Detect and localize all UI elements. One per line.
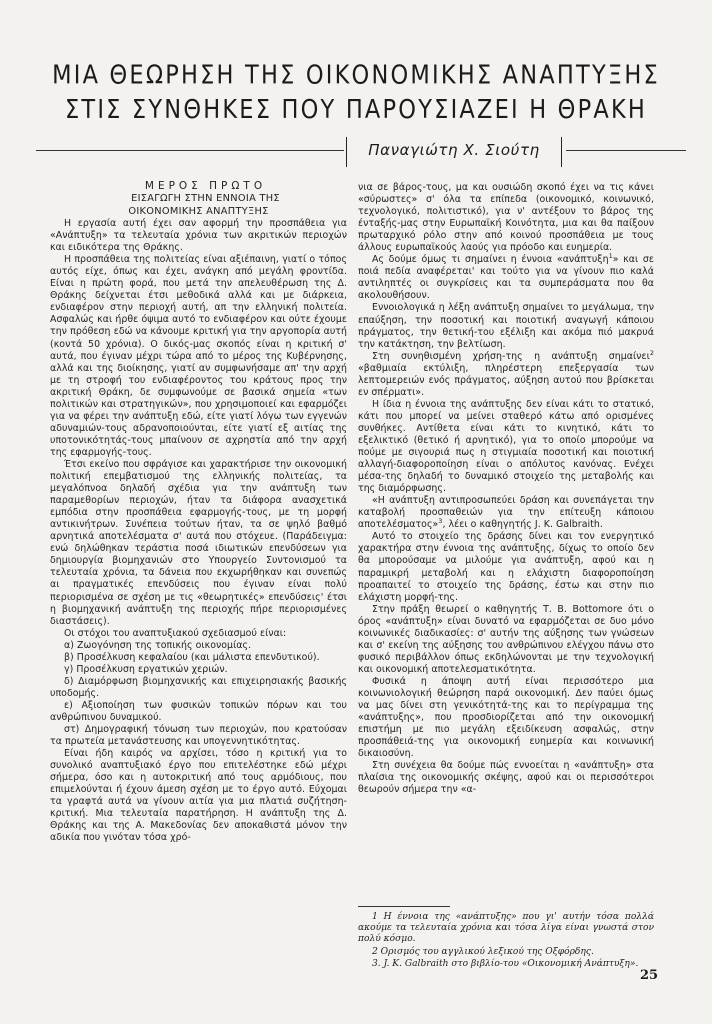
author-rule-right [566, 150, 686, 151]
paragraph: Φυσικά η άποψη αυτή είναι περισσότερο μια κοινωνιολογική θεώρηση παρά οικονομική. Δεν παύει όμως να μας δίνει στη γενικότητά-της και το περίγραμμα της «ανάπτυξης», που προσδιορίζεται από την οικονομική επιστήμη με πιο μεγάλη εξειδίκευση ασφαλώς, στην προσπάθειά-της για οικονομική ευημερία και κοινωνική δικαιοσύνη. [358, 675, 654, 760]
footnotes [358, 912, 654, 971]
paragraph: Η προσπάθεια της πολιτείας είναι αξιέπαινη, γιατί ο τόπος αυτός είχε, όπως και έχει, ανάγκη από μεγάλη φροντίδα. Είναι η πρώτη φορά, που μετά την απελευθέρωση της Δ. Θράκης δείχνεται έτσι μεθοδικά αλλά και με διάρκεια, ενδιαφέρον στην περιοχή αυτή, απ την ελληνική πολιτεία. Ασφαλώς και ήρθε όψιμα αυτό το ενδιαφέρον και ούτε έχουμε την πρόθεση εδώ να κάνουμε κριτική για την αργοπορία αυτή (κοντά 50 χρόνια). Ο δικός-μας σκοπός είναι η κριτική σ' αυτά, που έγιναν μέχρι τώρα από το μέρος της Κυβέρνησης, αλλά και της διοίκησης, γιατί αν συμφωνήσαμε απ' την αρχή με τη στροφή του ενδιαφέροντος του κράτους προς την ακριτική Θράκη, δε συμφωνούμε σε βασικά σημεία «των πολιτικών και στρατηγικών», που χρησιμοποιεί και εφαρμόζει για να φέρει την ανάπτυξη εδώ, είτε γιατί λόγω των εγγενών αδυναμιών-τους αδρανοποιούνται, είτε γιατί εξ αιτίας της υποτονικότητάς-τους μπαίνουν σε αχρηστία από την αρχή της εφαρμογής-τους. [50, 254, 347, 458]
right-column [358, 182, 654, 796]
paragraph [358, 495, 654, 531]
footnote-marker: 1 [608, 252, 613, 261]
footnote-divider [358, 906, 450, 907]
paragraph: Οι στόχοι του αναπτυξιακού σχεδιασμού είναι: [64, 627, 287, 639]
footnote-2: 2 Ορισμός του αγγλικού λεξικού της Οξφόρδης. [372, 946, 594, 957]
paragraph-text: » και σε ποιά πεδία αναφέρεται' και τούτο για να γίνουν πιο καλά αντιληπτές οι συγκρίσεις και τα συμπεράσματα που θα ακολουθήσουν. [358, 254, 654, 302]
paragraph: Αυτό το στοιχείο της δράσης δίνει και τον ενεργητικό χαρακτήρα στην έννοια της ανάπτυξης, δίχως το οποίο δεν θα μπορούσαμε να μιλούμε για ανάπτυξη, αφού και η παραμικρή μεταβολή και η ελάχιστη διαφοροποίηση προαπαιτεί το στοιχείο της δράσης, έστω και στην πιο ελάχιστη μορφή-της. [358, 531, 654, 603]
list-item: α) Ζωογόνηση της τοπικής οικονομίας. [64, 639, 252, 651]
paragraph-text: «βαθμιαία εκτύλιξη, πληρέστερη επεξεργασία των λεπτομερειών ενός πράγματος, αύξηση αυτού που βρίσκεται εν σπέρματι». [358, 362, 654, 398]
footnote-marker: 2 [649, 348, 654, 357]
section-heading-line-2: ΟΙΚΟΝΟΜΙΚΗΣ ΑΝΑΠΤΥΞΗΣ [128, 206, 269, 218]
paragraph: νια σε βάρος-τους, μα και ουσιώδη σκοπό έχει να τις κάνει «σύρωστες» σ' όλα τα επίπεδα (οικονομικό, κοινωνικό, τεχνολογικό, πολιτιστικό), για ν' αντέξουν το βάρος της ένταξής-μας στην Ευρωπαϊκή Κοινότητα, μια και θα παίξουν πρωταρχικό ρόλο στην από κοινού προσπάθεια με τους άλλους ευρωπαϊκούς λαούς για πρόοδο και ευημερία. [358, 182, 654, 254]
title-line-1: ΜΙΑ ΘΕΩΡΗΣΗ ΤΗΣ ΟΙΚΟΝΟΜΙΚΗΣ ΑΝΑΠΤΥΞΗΣ [52, 60, 660, 91]
author-rule-left [36, 150, 344, 151]
paragraph: Στην πράξη θεωρεί ο καθηγητής Τ. Β. Bottomore ότι ο όρος «ανάπτυξη» είναι δυνατό να εφαρμόζεται σε δυο μόνο κοινωνικές διαδικασίες: σ' αυτήν της αύξησης των γνώσεων και σ' εκείνη της αύξησης του ανθρώπινου ελέγχου πάνω στο φυσικό περιβάλλον όπως εκδηλώνονται με την τεχνολογική και οικονομική αποτελεσματικότητα. [358, 603, 654, 675]
part-heading: ΜΕΡΟΣ ΠΡΩΤΟ [144, 180, 267, 192]
list-item: ε) Αξιοποίηση των φυσικών τοπικών πόρων και του ανθρώπινου δυναμικού. [50, 699, 347, 723]
paragraph: Στη συνέχεια θα δούμε πώς εννοείται η «ανάπτυξη» στα πλαίσια της οικονομικής σκέψης, αφού και οι περισσότεροι θεωρούν σήμερα την «α- [358, 760, 654, 796]
paragraph-text: «Η ανάπτυξη αντιπροσωπεύει δράση και συνεπάγεται την καταβολή προσπαθειών για την επίτευξη κάποιου αποτελέσματος» [358, 495, 654, 531]
section-heading [50, 192, 347, 218]
page-number: 25 [640, 968, 659, 983]
list-item: δ) Διαμόρφωση βιομηχανικής και επιχειρησιακής βασικής υποδομής. [50, 675, 347, 699]
list-item: στ) Δημογραφική τόνωση των περιοχών, που κρατούσαν τα πρωτεία μετανάστευσης και υπογεννητικότητας. [50, 724, 347, 748]
paragraph: Έτσι εκείνο που σφράγισε και χαρακτήρισε την οικονομική πολιτική επεμβατισμού της ελληνικής πολιτείας, τα μεγαλόπνοα δηλαδή σχέδια για την ανάπτυξη των παραμεθορίων περιοχών, ήταν τα διάφορα ανασχετικά εμπόδια στην προσπάθεια εφαρμογής-τους, με τη μορφή αντικινήτρων. Συνέπεια τούτων ήταν, τα σε ψηλό βαθμό αρνητικά αποτελέσματα σ' αυτά που στόχευε. (Παράδειγμα: ενώ δηλώθηκαν τεράστια ποσά ιδιωτικών επενδύσεων για δημιουργία βιομηχανιών στο Υπουργείο Συντονισμού τα τελευταία χρόνια, τα δάνεια που εκχωρήθηκαν και συνεπώς αι πραγματικές επενδύσεις που έγιναν είναι πολύ περιορισμένα σε σχέση με τις «θεωρητικές» επενδύσεις' έτσι η βιομηχανική ανάπτυξη της περιοχής πήρε περιορισμένες διαστάσεις). [50, 458, 347, 627]
author-name: Παναγιώτη Χ. Σιούτη [346, 137, 562, 167]
paragraph: Η εργασία αυτή έχει σαν αφορμή την προσπάθεια για «Ανάπτυξη» τα τελευταία χρόνια των ακριτικών περιοχών και ειδικότερα της Θράκης. [50, 218, 347, 254]
list-item: γ) Προσέλκυση εργατικών χεριών. [64, 663, 228, 675]
paragraph: Εννοιολογικά η λέξη ανάπτυξη σημαίνει το μεγάλωμα, την επαύξηση, την ποσοτική και ποιοτική αναγωγή κάποιου πράγματος, την θετική-του εξέλιξη και ακόμα πιό μακρυά την κατάκτηση, την βελτίωση. [358, 302, 654, 350]
footnote-1: 1 Η έννοια της «ανάπτυξης» που γι' αυτήν τόσα πολλά ακούμε τα τελευταία χρόνια και τόσα λίγα είναι γνωστά στον πολύ κόσμο. [358, 912, 654, 945]
paragraph-text: , λέει ο καθηγητής J. K. Galbraith. [442, 519, 603, 531]
paragraph-text: Στη συνηθισμένη χρήση-της η ανάπτυξη σημαίνει [372, 350, 650, 362]
paragraph: Η ίδια η έννοια της ανάπτυξης δεν είναι κάτι το στατικό, κάτι που μπορεί να μείνει σταθερό κάτω από ορισμένες συνθήκες. Αντίθετα είναι κάτι το κινητικό, κάτι το εξελικτικό (θετικό ή αρνητικό), για το οποίο μπορούμε να πούμε με σιγουριά πως η στιγμιαία ποσοτική και ποιοτική αλλαγή-διαφοροποίηση είναι ο απόλυτος κανόνας. Ενέχει μέσα-της δηλαδή το δυναμικό στοιχείο της μεταβολής και της διαμόρφωσης. [358, 398, 654, 495]
section-heading-line-1: ΕΙΣΑΓΩΓΗ ΣΤΗΝ ΕΝΝΟΙΑ ΤΗΣ [131, 193, 280, 205]
left-column [50, 180, 347, 844]
paragraph: Είναι ήδη καιρός να αρχίσει, τόσο η κριτική για το συνολικό αναπτυξιακό έργο που επιτελέστηκε εδώ μέχρι σήμερα, όσο και η αυτοκριτική από τους αρμόδιους, που επιμελούνται ή έχουν άμεση σχέση με το έργο αυτό. Εύχομαι τα γραφτά αυτά να γίνουν αιτία για μια πλατιά συζήτηση-κριτική. Μια τελευταία παρατήρηση. Η ανάπτυξη της Δ. Θράκης και της Α. Μακεδονίας δεν αποκαθιστά μόνον την αδικία που γινόταν τόσα χρό- [50, 748, 347, 844]
article-title [0, 58, 712, 127]
footnote-3: 3. J. K. Galbraith στο βιβλίο-του «Οικονομική Ανάπτυξη». [372, 958, 639, 969]
list-item: β) Προσέλκυση κεφαλαίου (και μάλιστα επενδυτικού). [64, 651, 320, 663]
paragraph [358, 348, 654, 399]
footnote-marker: 3 [438, 517, 443, 526]
title-line-2: ΣΤΙΣ ΣΥΝΘΗΚΕΣ ΠΟΥ ΠΑΡΟΥΣΙΑΖΕΙ Η ΘΡΑΚΗ [64, 94, 648, 125]
paragraph [358, 254, 654, 302]
paragraph-text: Ας δούμε όμως τι σημαίνει η έννοια «ανάπτυξη [372, 254, 609, 266]
